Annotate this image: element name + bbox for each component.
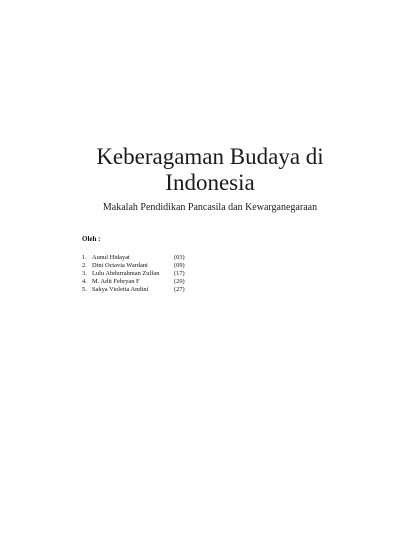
author-number: 1. <box>82 254 87 261</box>
author-item <box>82 278 232 286</box>
author-item <box>82 270 232 278</box>
author-name: M. Adit Febryan F <box>92 278 140 285</box>
author-number: 2. <box>82 262 87 269</box>
author-number: 5. <box>82 286 87 293</box>
author-name: Dini Octavia Wardani <box>92 262 148 269</box>
author-name: Sakya Violetta Andini <box>92 286 149 293</box>
author-number: 4. <box>82 278 87 285</box>
document-title-line-1: Keberagaman Budaya di <box>96 144 324 169</box>
author-code: (17) <box>174 270 185 277</box>
author-item <box>82 286 232 294</box>
author-name: Aunul Hidayat <box>92 254 130 261</box>
author-code: (09) <box>174 262 185 269</box>
author-name: Lulu Abdurrahman Zulfan <box>92 270 160 277</box>
author-item <box>82 262 232 270</box>
authors-label: Oleh : <box>82 235 101 243</box>
author-code: (20) <box>174 278 185 285</box>
author-number: 3. <box>82 270 87 277</box>
authors-list <box>82 254 232 294</box>
document-subtitle: Makalah Pendidikan Pancasila dan Kewarganegaraan <box>102 202 318 213</box>
author-code: (03) <box>174 254 185 261</box>
author-item <box>82 254 232 262</box>
document-title-line-2: Indonesia <box>165 170 255 195</box>
author-code: (27) <box>174 286 185 293</box>
